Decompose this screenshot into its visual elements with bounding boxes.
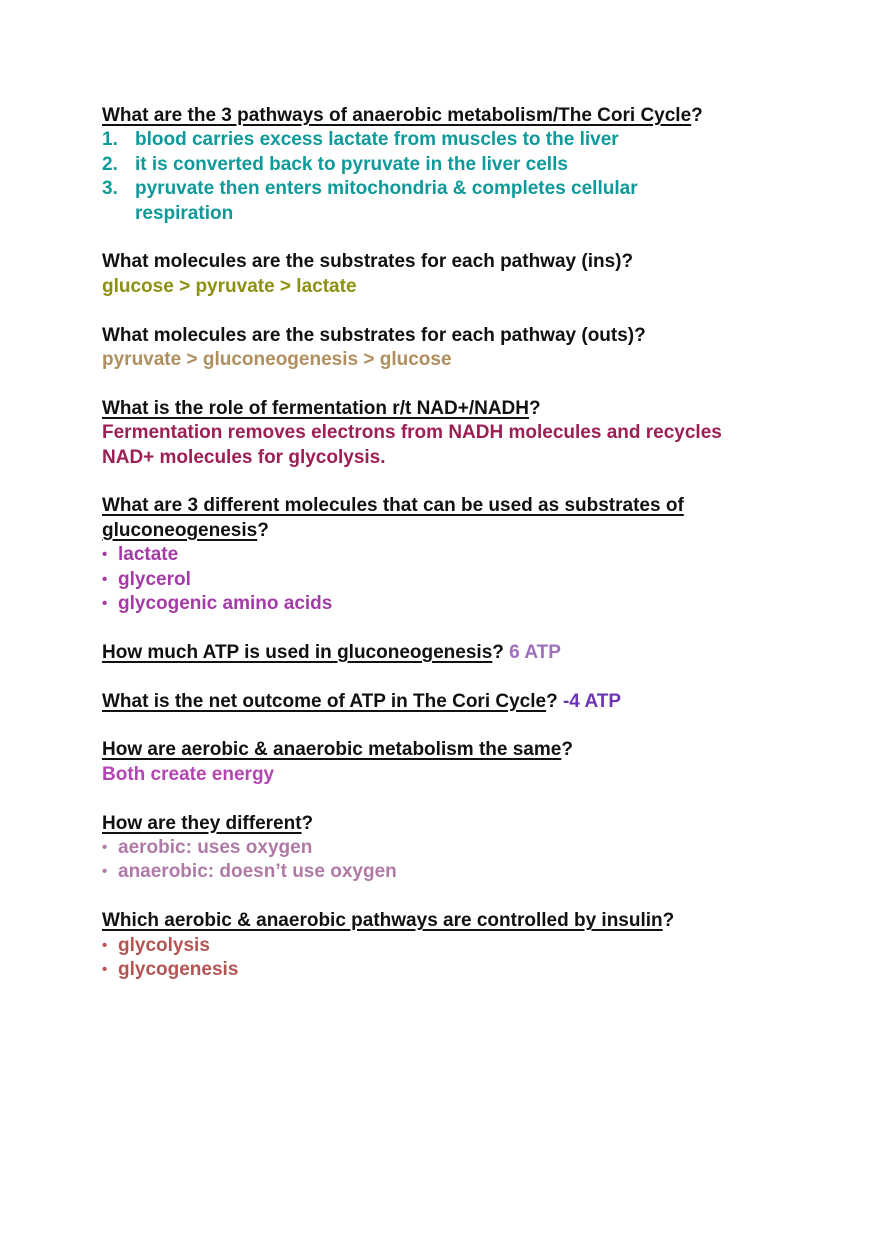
item-number: 1. [102, 129, 118, 151]
bullet: • [102, 936, 108, 954]
item-text: aerobic: uses oxygen [118, 837, 313, 859]
answer-outs: pyruvate > gluconeogenesis > glucose [102, 349, 452, 371]
item-text: anaerobic: doesn’t use oxygen [118, 861, 397, 883]
cori-steps-list [102, 128, 782, 226]
section-different [102, 812, 782, 885]
list-item [102, 177, 782, 226]
list-item [102, 860, 782, 884]
list-item [102, 543, 782, 567]
section-cori-cycle [102, 104, 782, 226]
question-gluconeogenesis-substrates [102, 494, 742, 543]
bullet: • [102, 839, 108, 857]
list-item [102, 128, 782, 152]
item-text: glycogenic amino acids [118, 593, 333, 615]
list-item [102, 568, 782, 592]
question-mark: ? [529, 397, 541, 419]
question-same [102, 738, 782, 762]
question-mark: ? [662, 910, 675, 932]
item-text: pyruvate then enters mitochondria & completes cellular respiration [135, 178, 638, 224]
question-mark: ? [492, 641, 510, 663]
item-text: it is converted back to pyruvate in the liver cells [135, 153, 568, 175]
list-item [102, 153, 782, 177]
section-insulin [102, 909, 782, 982]
list-item [102, 592, 782, 616]
question-text: What are the 3 pathways of anaerobic metabolism/The Cori Cycle [102, 105, 692, 126]
question-outs: What molecules are the substrates for each pathway (outs)? [102, 324, 646, 346]
question-text: How much ATP is used in gluconeogenesis [102, 641, 493, 663]
question-mark: ? [546, 690, 563, 712]
section-fermentation [102, 397, 782, 470]
bullet: • [102, 863, 108, 881]
item-number: 2. [102, 153, 118, 175]
bullet: • [102, 546, 108, 564]
question-text: What is the role of fermentation r/t NAD+/NADH [102, 397, 529, 419]
question-text: What are 3 different molecules that can be used as substrates of gluconeogenesis [102, 495, 684, 541]
item-number: 3. [102, 178, 118, 200]
question-mark: ? [257, 519, 269, 541]
insulin-pathways-list [102, 934, 782, 983]
bullet: • [102, 961, 108, 979]
question-text: How are they different [102, 812, 302, 834]
answer-net-atp: -4 ATP [562, 690, 622, 712]
answer-atp-used: 6 ATP [509, 641, 561, 663]
question-text: How are aerobic & anaerobic metabolism the same [102, 739, 562, 761]
section-gluconeogenesis-substrates [102, 494, 782, 616]
bullet: • [102, 570, 108, 588]
item-text: glycerol [118, 568, 191, 590]
question-net-atp [102, 690, 782, 714]
question-text: Which aerobic & anaerobic pathways are controlled by insulin [102, 910, 663, 932]
document-body [102, 104, 782, 1007]
question-fermentation [102, 397, 782, 421]
item-text: blood carries excess lactate from muscles to the liver [135, 129, 619, 151]
bullet: • [102, 595, 108, 613]
differences-list [102, 836, 782, 885]
answer-same: Both create energy [102, 763, 275, 785]
question-mark: ? [691, 105, 703, 126]
question-text: What is the net outcome of ATP in The Cori Cycle [102, 690, 547, 712]
answer-ins: glucose > pyruvate > lactate [102, 275, 357, 297]
item-text: glycogenesis [118, 959, 239, 981]
question-atp-used [102, 641, 782, 665]
section-outs [102, 324, 782, 373]
section-atp-used [102, 641, 782, 665]
question-insulin [102, 909, 782, 933]
list-item [102, 958, 782, 982]
question-ins: What molecules are the substrates for each pathway (ins)? [102, 251, 634, 273]
section-same [102, 738, 782, 787]
question-different [102, 812, 782, 836]
question-mark: ? [561, 739, 573, 761]
question-cori-cycle [102, 104, 782, 128]
question-mark: ? [301, 812, 314, 834]
item-text: lactate [118, 544, 179, 566]
list-item [102, 836, 782, 860]
item-text: glycolysis [118, 934, 210, 956]
section-net-atp [102, 690, 782, 714]
list-item [102, 934, 782, 958]
substrates-list [102, 543, 782, 616]
section-ins [102, 250, 782, 299]
answer-fermentation: Fermentation removes electrons from NADH molecules and recycles NAD+ molecules for glycolysis. [102, 422, 722, 468]
